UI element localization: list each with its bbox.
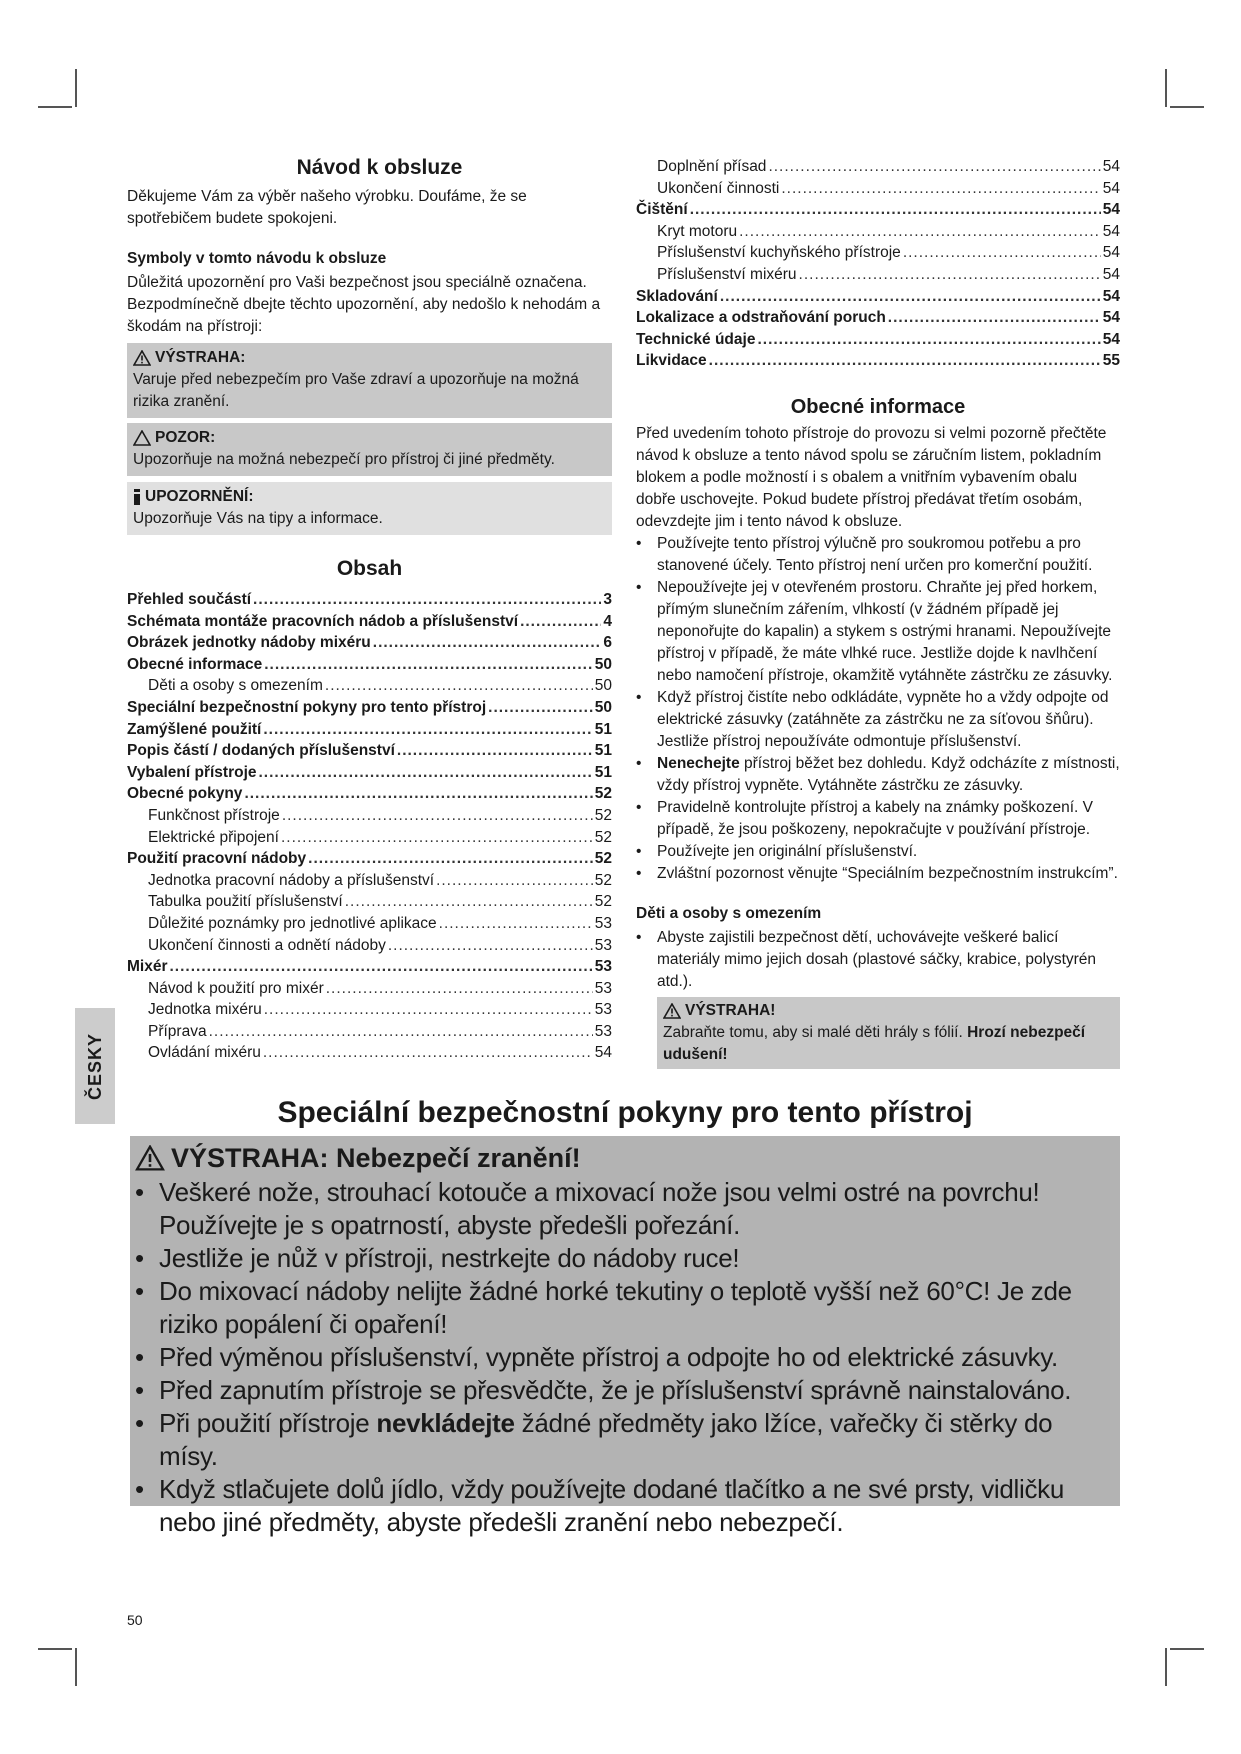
- toc-entry: [127, 999, 612, 1021]
- toc-entry: [127, 827, 612, 849]
- toc-entry-label: Speciální bezpečnostní pokyny pro tento přístroj: [127, 698, 487, 716]
- toc-entry-label: Obrázek jednotky nádoby mixéru: [127, 634, 371, 652]
- toc-leader-dots: [373, 632, 602, 654]
- children-warning-text-plain: Zabraňte tomu, aby si malé děti hrály s fólií.: [663, 1023, 968, 1041]
- list-item: [135, 1407, 1112, 1473]
- toc-leader-dots: [888, 307, 1101, 329]
- list-item-post: žádné předměty jako lžíce, vařečky či stěrky do mísy.: [159, 1408, 1053, 1471]
- toc-entry: [127, 589, 612, 611]
- toc-entry: [127, 762, 612, 784]
- toc-entry-page: 53: [594, 936, 612, 954]
- toc-entry-page: 3: [603, 591, 612, 608]
- toc-entry-label: Jednotka pracovní nádoby a příslušenství: [148, 871, 435, 889]
- note-title: UPOZORNĚNÍ:: [145, 488, 254, 505]
- list-item-text: Před výměnou příslušenství, vypněte přístroj a odpojte ho od elektrické zásuvky.: [159, 1342, 1058, 1372]
- toc-entry-page: 52: [594, 806, 612, 824]
- warning-triangle-icon: [135, 1145, 165, 1171]
- toc-entry-page: 54: [1102, 179, 1120, 197]
- list-item: [636, 797, 1120, 841]
- toc-entry: [127, 740, 612, 762]
- toc-leader-dots: [436, 870, 593, 892]
- toc-entry-page: 52: [594, 785, 612, 803]
- toc-entry-page: 50: [594, 677, 612, 695]
- left-column: [127, 156, 612, 1064]
- toc-entry-page: 4: [603, 612, 612, 630]
- note-box: [127, 482, 612, 535]
- crop-mark: [38, 106, 72, 108]
- list-item: [636, 863, 1120, 885]
- toc-entry-label: Technické údaje: [636, 330, 756, 348]
- toc-entry: [127, 913, 612, 935]
- toc-leader-dots: [264, 654, 593, 676]
- toc-leader-dots: [263, 719, 592, 741]
- caution-title: POZOR:: [155, 429, 216, 446]
- toc-leader-dots: [308, 848, 593, 870]
- toc-entry: [636, 350, 1120, 372]
- caution-text: Upozorňuje na možná nebezpečí pro přístroj či jiné předměty.: [133, 451, 555, 468]
- toc-entry: [636, 156, 1120, 178]
- list-item: [135, 1275, 1112, 1341]
- toc-leader-dots: [739, 221, 1101, 243]
- toc-leader-dots: [345, 891, 593, 913]
- toc-entry-label: Děti a osoby s omezením: [148, 677, 323, 695]
- toc-leader-dots: [282, 805, 593, 827]
- special-safety-box: [130, 1136, 1120, 1537]
- toc-entry: [636, 199, 1120, 221]
- caution-box: [127, 423, 612, 476]
- list-item-text: Nepoužívejte jej v otevřeném prostoru. Chraňte jej před horkem, přímým slunečním zářením, vlhkostí (v žádném případě jej neponořujte do kapalin) a stykem s ostrými hranami. Nepoužívejte přístroj v případě, že máte vlhké ruce. Jestliže dojde k navlhčení nebo namočení přístroje, okamžitě vytáhněte zástrčku ze zásuvky.: [657, 578, 1113, 684]
- toc-entry-label: Elektrické připojení: [148, 828, 279, 846]
- symbols-heading: Symboly v tomto návodu k obsluze: [127, 250, 387, 267]
- toc-entry-label: Kryt motoru: [657, 222, 738, 240]
- crop-mark: [1165, 1648, 1167, 1686]
- general-info-list: [636, 533, 1120, 885]
- toc-leader-dots: [690, 199, 1101, 221]
- toc-entry: [636, 221, 1120, 243]
- toc-leader-dots: [388, 935, 593, 957]
- list-item-text: Když stlačujete dolů jídlo, vždy používejte dodané tlačítko a ne své prsty, vidličku nebo jiné předměty, abyste předešli zranění nebo nebezpečí.: [159, 1474, 1065, 1537]
- children-list: [636, 927, 1120, 993]
- toc-leader-dots: [397, 740, 593, 762]
- toc-entry-label: Ukončení činnosti: [657, 179, 780, 197]
- toc-entry: [127, 611, 612, 633]
- toc-entry-label: Popis částí / dodaných příslušenství: [127, 742, 395, 760]
- warning-text: Varuje před nebezpečím pro Vaše zdraví a upozorňuje na možná rizika zranění.: [133, 371, 579, 410]
- list-item-text: Když přístroj čistíte nebo odkládáte, vypněte ho a vždy odpojte od elektrické zásuvky (zatáhněte za zástrčku ne za síťovou šňůru). Jestliže přístroj nepoužíváte odmontuje příslušenství.: [657, 688, 1109, 750]
- toc-entry-label: Čištění: [636, 201, 688, 219]
- toc-entry-label: Ukončení činnosti a odnětí nádoby: [148, 936, 386, 954]
- language-side-tab: [75, 1008, 115, 1124]
- toc-entry-page: 53: [594, 979, 612, 997]
- toc-entry-page: 54: [1102, 244, 1120, 262]
- toc-entry: [636, 264, 1120, 286]
- list-item-text: Jestliže je nůž v přístroji, nestrkejte do nádoby ruce!: [159, 1243, 740, 1273]
- toc-entry-label: Přehled součástí: [127, 591, 252, 608]
- toc-leader-dots: [520, 611, 601, 633]
- toc-entry: [636, 178, 1120, 200]
- toc-entry-page: 54: [1102, 265, 1120, 283]
- toc-entry: [127, 675, 612, 697]
- toc-entry: [636, 307, 1120, 329]
- caution-triangle-icon: [133, 430, 151, 446]
- toc-entry-label: Ovládání mixéru: [148, 1044, 261, 1062]
- list-item-bold: nevkládejte: [376, 1408, 515, 1438]
- list-item: • Abyste zajistili bezpečnost dětí, uchovávejte veškeré balicí materiály mimo jejich dosah (plastové sáčky, krabice, polystyrén atd.).: [636, 927, 1120, 993]
- toc-entry: [127, 783, 612, 805]
- children-heading: Děti a osoby s omezením: [636, 904, 822, 922]
- toc-entry: [127, 891, 612, 913]
- toc-entry: [127, 1021, 612, 1043]
- toc-entry: [127, 654, 612, 676]
- toc-entry-page: 54: [1102, 309, 1120, 327]
- children-warning-box: [657, 997, 1120, 1069]
- language-label: ČESKY: [84, 1032, 105, 1100]
- toc-leader-dots: [263, 1042, 593, 1064]
- children-warning-title: VÝSTRAHA!: [685, 1001, 776, 1019]
- toc-entry-label: Lokalizace a odstraňování poruch: [636, 309, 886, 327]
- toc-entry: [636, 329, 1120, 351]
- toc-entry: [636, 242, 1120, 264]
- toc-leader-dots: [488, 697, 593, 719]
- toc-entry-label: Tabulka použití příslušenství: [148, 893, 343, 911]
- toc-entry-page: 55: [1102, 352, 1120, 370]
- toc-entry-page: 51: [594, 763, 612, 781]
- toc-entry-label: Vybalení přístroje: [127, 763, 257, 781]
- toc-entry-page: 53: [594, 1001, 612, 1019]
- general-info-title: Obecné informace: [790, 395, 966, 418]
- toc-entry-label: Skladování: [636, 287, 718, 305]
- note-text: Upozorňuje Vás na tipy a informace.: [133, 510, 383, 527]
- toc-entry: [127, 935, 612, 957]
- toc-entry-page: 54: [1102, 201, 1120, 219]
- toc-leader-dots: [709, 350, 1101, 372]
- right-column: [636, 156, 1120, 1069]
- list-item: [636, 577, 1120, 687]
- toc-entry: [127, 1042, 612, 1064]
- list-item-bold: Nenechejte: [657, 754, 740, 772]
- special-safety-title: Speciální bezpečnostní pokyny pro tento přístroj: [277, 1096, 973, 1129]
- toc-leader-dots: [281, 827, 593, 849]
- toc-entry-page: 52: [594, 828, 612, 846]
- toc-entry-page: 54: [594, 1044, 612, 1062]
- toc-entry-page: 53: [594, 1022, 612, 1040]
- toc-leader-dots: [799, 264, 1101, 286]
- table-of-contents: [127, 589, 612, 1064]
- list-item-text: Používejte jen originální příslušenství.: [657, 842, 918, 860]
- toc-entry-label: Návod k použití pro mixér: [148, 979, 324, 997]
- toc-entry-page: 52: [594, 871, 612, 889]
- list-item-text: Do mixovací nádoby nelijte žádné horké tekutiny o teplotě vyšší než 60°C! Je zde riziko popálení či opaření!: [159, 1276, 1072, 1339]
- toc-entry-label: Doplnění přísad: [657, 158, 767, 175]
- toc-entry-page: 6: [603, 634, 612, 652]
- crop-mark: [75, 69, 77, 107]
- toc-entry-page: 50: [594, 655, 612, 673]
- toc-entry-page: 54: [1102, 287, 1120, 305]
- toc-entry-page: 52: [594, 893, 612, 911]
- toc-leader-dots: [325, 675, 593, 697]
- intro-text: Děkujeme Vám za výběr našeho výrobku. Doufáme, že se spotřebičem budete spokojeni.: [127, 188, 527, 227]
- toc-entry: [127, 870, 612, 892]
- list-item: [135, 1176, 1112, 1242]
- toc-entry: [127, 978, 612, 1000]
- toc-entry-label: Důležité poznámky pro jednotlivé aplikace: [148, 914, 437, 932]
- toc-entry-page: 54: [1102, 158, 1120, 175]
- toc-entry-label: Příprava: [148, 1022, 207, 1040]
- toc-leader-dots: [264, 999, 593, 1021]
- warning-triangle-icon: [133, 350, 151, 366]
- toc-entry-page: 53: [594, 958, 612, 976]
- toc-leader-dots: [439, 913, 593, 935]
- list-item-text: Používejte tento přístroj výlučně pro soukromou potřebu a pro stanovené účely. Tento přístroj není určen pro komerční použití.: [657, 534, 1093, 574]
- toc-leader-dots: [253, 589, 601, 611]
- page-number: 50: [127, 1612, 143, 1628]
- list-item-text: Před zapnutím přístroje se přesvědčte, že je příslušenství správně nainstalováno.: [159, 1375, 1072, 1405]
- toc-entry: [127, 848, 612, 870]
- toc-entry-label: Příslušenství mixéru: [657, 265, 797, 283]
- list-item-pre: Při použití přístroje: [159, 1408, 377, 1438]
- toc-entry-label: Jednotka mixéru: [148, 1001, 262, 1019]
- toc-leader-dots: [244, 783, 592, 805]
- toc-entry: [127, 956, 612, 978]
- toc-entry-label: Mixér: [127, 958, 168, 976]
- toc-leader-dots: [170, 956, 593, 978]
- toc-leader-dots: [209, 1021, 593, 1043]
- special-safety-list: [135, 1176, 1112, 1539]
- toc-leader-dots: [259, 762, 593, 784]
- toc-entry-page: 51: [594, 720, 612, 738]
- toc-leader-dots: [720, 286, 1101, 308]
- toc-entry: [636, 286, 1120, 308]
- list-item: [636, 533, 1120, 577]
- crop-mark: [38, 1648, 72, 1650]
- symbols-text: Důležitá upozornění pro Vaši bezpečnost jsou speciálně označena. Bezpodmínečně dbejte těchto upozornění, aby nedošlo k nehodám a škodám na přístroji:: [127, 274, 601, 335]
- warning-title: VÝSTRAHA:: [155, 349, 246, 366]
- toc-entry: [127, 632, 612, 654]
- toc-leader-dots: [781, 178, 1100, 200]
- toc-entry-page: 54: [1102, 330, 1120, 348]
- toc-entry-label: Použití pracovní nádoby: [127, 850, 307, 868]
- special-warning-title: VÝSTRAHA: Nebezpečí zranění!: [171, 1143, 581, 1173]
- table-of-contents-continued: [636, 156, 1120, 372]
- manual-title: Návod k obsluze: [296, 156, 463, 179]
- toc-leader-dots: [757, 329, 1100, 351]
- toc-entry: [127, 805, 612, 827]
- toc-entry-page: 54: [1102, 222, 1120, 240]
- toc-entry-page: 53: [594, 914, 612, 932]
- toc-entry-page: 52: [594, 850, 612, 868]
- list-item: [636, 687, 1120, 753]
- toc-entry-label: Schémata montáže pracovních nádob a příslušenství: [127, 612, 519, 630]
- toc-leader-dots: [768, 156, 1100, 178]
- list-item: [135, 1473, 1112, 1539]
- children-warning-text: [663, 1022, 1114, 1066]
- toc-leader-dots: [903, 242, 1101, 264]
- list-item-text: přístroj běžet bez dohledu. Když odcházíte z místnosti, vždy přístroj vypněte. Vytáhněte zástrčku ze zásuvky.: [657, 754, 1120, 794]
- warning-triangle-icon: [663, 1003, 681, 1019]
- crop-mark: [1165, 69, 1167, 107]
- general-info-intro: Před uvedením tohoto přístroje do provozu si velmi pozorně přečtěte návod k obsluze a tento návod spolu se záručním listem, pokladním blokem a podle možností i s obalem a vnitřním vybavením obalu dobře uschovejte. Pokud budete přístroj předávat třetím osobám, odevzdejte jim i tento návod k obsluze.: [636, 424, 1107, 530]
- list-item: [135, 1242, 1112, 1275]
- toc-entry-label: Likvidace: [636, 352, 707, 370]
- list-item-text: Veškeré nože, strouhací kotouče a mixovací nože jsou velmi ostré na povrchu! Používejte je s opatrností, abyste předešli pořezání.: [159, 1177, 1040, 1240]
- toc-title: Obsah: [336, 557, 403, 580]
- toc-leader-dots: [326, 978, 593, 1000]
- crop-mark: [1170, 1648, 1204, 1650]
- list-item: [636, 841, 1120, 863]
- toc-entry-label: Příslušenství kuchyňského přístroje: [657, 244, 901, 262]
- list-item: [636, 753, 1120, 797]
- toc-entry-page: 51: [594, 742, 612, 760]
- toc-entry: [127, 697, 612, 719]
- toc-entry-label: Zamýšlené použití: [127, 720, 262, 738]
- toc-entry-label: Funkčnost přístroje: [148, 806, 280, 824]
- toc-entry-label: Obecné pokyny: [127, 785, 243, 803]
- toc-entry: [127, 719, 612, 741]
- list-item-text: Pravidelně kontrolujte přístroj a kabely na známky poškození. V případě, že jsou poškozeny, nepokračujte v používání přístroje.: [657, 798, 1093, 838]
- info-icon: [133, 489, 141, 505]
- toc-entry-label: Obecné informace: [127, 655, 263, 673]
- list-item: [135, 1341, 1112, 1374]
- crop-mark: [75, 1648, 77, 1686]
- toc-entry-page: 50: [594, 698, 612, 716]
- children-warning-text-bold: Hrozí nebezpečí udušení!: [663, 1023, 1086, 1063]
- list-item-text: Zvláštní pozornost věnujte “Speciálním bezpečnostním instrukcím”.: [657, 864, 1118, 882]
- warning-box: [127, 343, 612, 418]
- list-item: [135, 1374, 1112, 1407]
- crop-mark: [1170, 106, 1204, 108]
